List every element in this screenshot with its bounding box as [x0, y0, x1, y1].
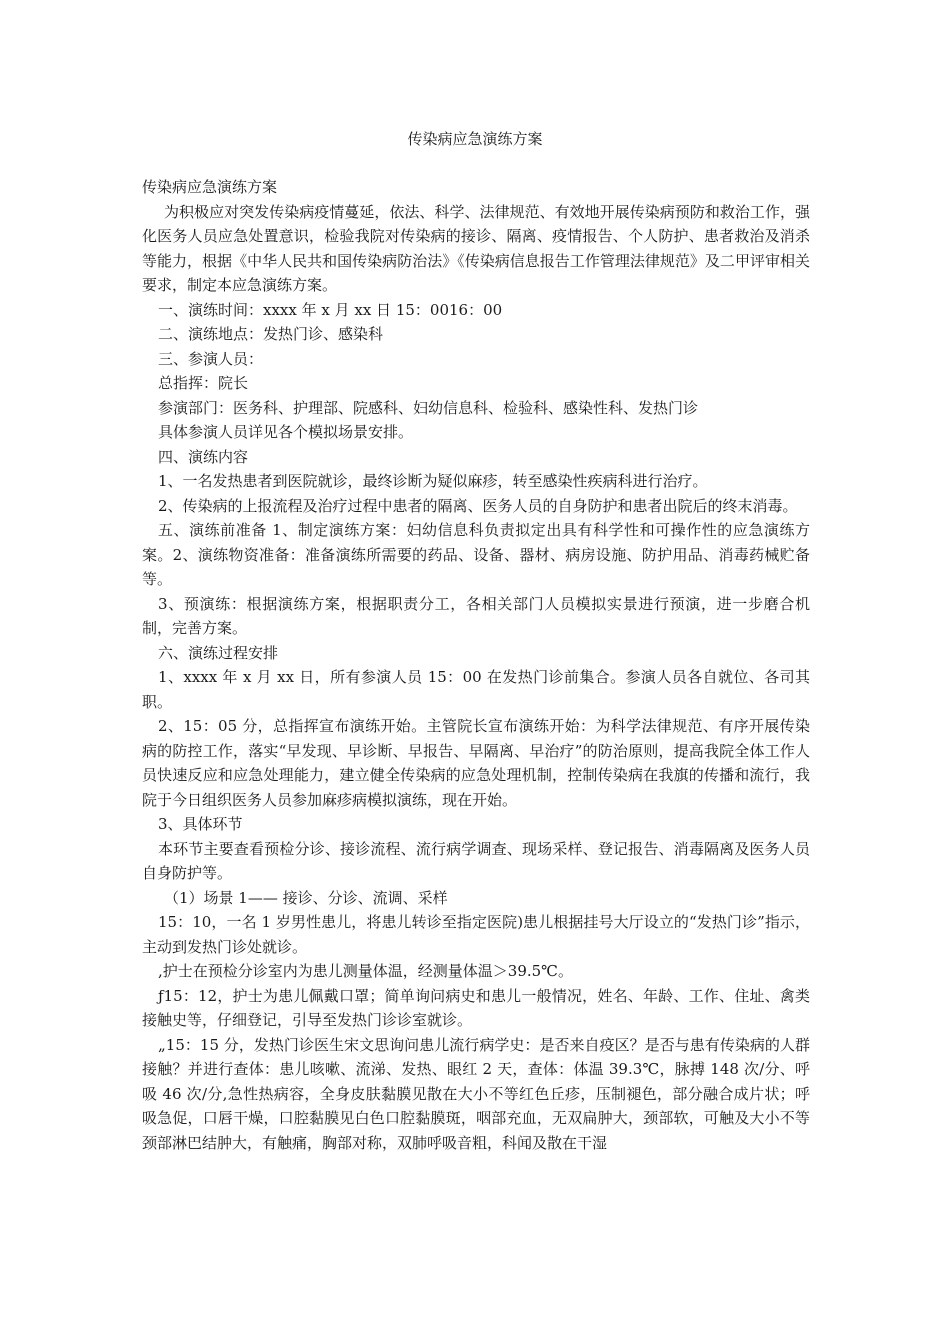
paragraph: ƒ15：12，护士为患儿佩戴口罩；简单询问病史和患儿一般情况，姓名、年龄、工作、住址、禽类接触史等，仔细登记，引导至发热门诊诊室就诊。	[142, 986, 810, 1029]
document-body	[142, 175, 810, 1155]
paragraph: 3、具体环节	[158, 815, 243, 833]
paragraph: 二、演练地点：发热门诊、感染科	[158, 325, 384, 343]
paragraph: 五、演练前准备 1、制定演练方案：妇幼信息科负责拟定出具有科学性和可操作性的应急演练方案。2、演练物资准备：准备演练所需要的药品、设备、器材、病房设施、防护用品、消毒药械贮备等。	[142, 521, 810, 588]
paragraph: 15：10，一名 1 岁男性患儿，将患儿转诊至指定医院)患儿根据挂号大厅设立的“发热门诊”指示，主动到发热门诊处就诊。	[142, 913, 810, 956]
paragraph: 传染病应急演练方案	[142, 178, 278, 196]
paragraph: 3、预演练：根据演练方案，根据职责分工，各相关部门人员模拟实景进行预演，进一步磨合机制，完善方案。	[142, 594, 810, 637]
paragraph: （1）场景 1—— 接诊、分诊、流调、采样	[164, 888, 448, 907]
paragraph: 本环节主要查看预检分诊、接诊流程、流行病学调查、现场采样、登记报告、消毒隔离及医务人员自身防护等。	[142, 839, 810, 882]
paragraph: 参演部门：医务科、护理部、院感科、妇幼信息科、检验科、感染性科、发热门诊	[158, 398, 699, 417]
paragraph: 四、演练内容	[158, 447, 249, 466]
paragraph: 一、演练时间：xxxx 年 x 月 xx 日 15：0016：00	[158, 300, 503, 319]
paragraph: 2、15：05 分，总指挥宣布演练开始。主管院长宣布演练开始：为科学法律规范、有序开展传染病的防控工作，落实“早发现、早诊断、早报告、早隔离、早治疗”的防治原则，提高我院全体工作人员快速反应和应急处理能力，建立健全传染病的应急处理机制，控制传染病在我旗的传播和流行，我院于今日组织医务人员参加麻疹病模拟演练，现在开始。	[142, 717, 810, 809]
paragraph: 2、传染病的上报流程及治疗过程中患者的隔离、医务人员的自身防护和患者出院后的终末消毒。	[158, 496, 798, 515]
paragraph: „15：15 分，发热门诊医生宋文思询问患儿流行病学史：是否来自疫区？是否与患有传染病的人群接触？并进行查体：患儿咳嗽、流涕、发热、眼红 2 天，查体：体温 39.3℃，脉搏 148 次/分、呼吸 46 次/分,急性热病容，全身皮肤黏膜见散在大小不等红色丘疹，压制褪色，部分融合成片状；呼吸急促，口唇干燥，口腔黏膜见白色口腔黏膜斑，咽部充血，无双扁肿大，颈部软，可触及大小不等颈部淋巴结肿大，有触痛，胸部对称，双肺呼吸音粗，科闻及散在干湿	[142, 1035, 810, 1152]
paragraph: 三、参演人员：	[158, 349, 264, 368]
paragraph: 为积极应对突发传染病疫情蔓延，依法、科学、法律规范、有效地开展传染病预防和救治工作，强化医务人员应急处置意识，检验我院对传染病的接诊、隔离、疫情报告、个人防护、患者救治及消杀等能力，根据《中华人民共和国传染病防治法》《传染病信息报告工作管理法律规范》及二甲评审相关要求，制定本应急演练方案。	[142, 202, 810, 294]
paragraph: 具体参演人员详见各个模拟场景安排。	[158, 423, 414, 441]
paragraph: 总指挥：院长	[158, 374, 249, 392]
paragraph: 1、xxxx 年 x 月 xx 日，所有参演人员 15：00 在发热门诊前集合。参演人员各自就位、各司其职。	[142, 668, 810, 711]
paragraph: ,护士在预检分诊室内为患儿测量体温，经测量体温＞39.5℃。	[158, 962, 573, 980]
paragraph: 六、演练过程安排	[158, 643, 279, 662]
paragraph: 1、一名发热患者到医院就诊，最终诊断为疑似麻疹，转至感染性疾病科进行治疗。	[158, 472, 708, 490]
document-title: 传染病应急演练方案	[407, 130, 543, 148]
